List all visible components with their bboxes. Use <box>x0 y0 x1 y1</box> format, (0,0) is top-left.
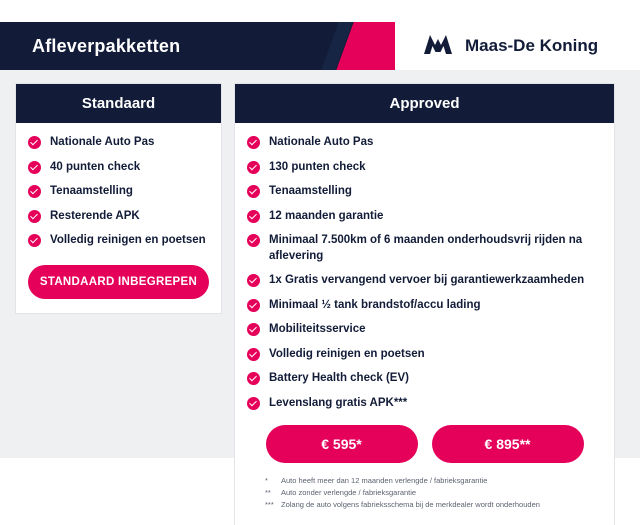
check-icon <box>247 323 260 336</box>
feature-label: Levenslang gratis APK*** <box>269 396 408 409</box>
approved-card-body <box>235 123 614 525</box>
price-button-595[interactable]: € 595* <box>266 425 418 463</box>
list-item <box>247 371 602 387</box>
list-item <box>28 233 209 249</box>
feature-label: Volledig reinigen en poetsen <box>269 347 425 360</box>
brand-block <box>395 22 640 70</box>
feature-label: Nationale Auto Pas <box>50 136 155 148</box>
list-item <box>247 135 602 151</box>
list-item <box>247 273 602 289</box>
check-icon <box>28 234 41 247</box>
feature-label: Minimaal ½ tank brandstof/accu lading <box>269 298 481 311</box>
standard-feature-list <box>28 135 209 249</box>
list-item <box>28 184 209 200</box>
feature-label: Mobiliteitsservice <box>269 323 366 336</box>
feature-label: Tenaamstelling <box>269 185 352 198</box>
approved-card-title: Approved <box>235 84 614 123</box>
feature-label: Battery Health check (EV) <box>269 372 409 385</box>
standard-package-card <box>16 84 221 313</box>
list-item <box>247 209 602 225</box>
check-icon <box>247 348 260 361</box>
list-item <box>28 209 209 225</box>
list-item <box>247 233 602 264</box>
packages-container <box>0 70 640 525</box>
footnote <box>265 475 602 487</box>
footnote-mark: ** <box>265 488 271 498</box>
check-icon <box>247 210 260 223</box>
list-item <box>247 396 602 412</box>
feature-label: 12 maanden garantie <box>269 209 384 222</box>
maas-de-koning-logo-icon <box>423 32 453 61</box>
check-icon <box>247 372 260 385</box>
check-icon <box>28 136 41 149</box>
promo-graphic <box>0 22 640 510</box>
check-icon <box>28 210 41 223</box>
approved-feature-list <box>247 135 602 411</box>
list-item <box>28 135 209 151</box>
page-title: Afleverpakketten <box>32 35 181 56</box>
feature-label: Minimaal 7.500km of 6 maanden onderhoudsvrij rijden na aflevering <box>269 234 583 262</box>
price-button-895[interactable]: € 895** <box>432 425 584 463</box>
list-item <box>247 347 602 363</box>
footnote <box>265 487 602 499</box>
check-icon <box>28 185 41 198</box>
letterbox-top <box>0 0 640 22</box>
approved-package-card <box>235 84 614 525</box>
footnote-text: Zolang de auto volgens fabrieksschema bij de merkdealer wordt onderhouden <box>281 500 540 510</box>
standard-card-body <box>16 123 221 313</box>
check-icon <box>247 161 260 174</box>
feature-label: Tenaamstelling <box>50 185 133 198</box>
feature-label: 40 punten check <box>50 160 141 173</box>
list-item <box>247 298 602 314</box>
check-icon <box>247 234 260 247</box>
header-bar <box>0 22 640 70</box>
footnote <box>265 499 602 511</box>
check-icon <box>247 185 260 198</box>
footnote-mark: *** <box>265 500 274 510</box>
feature-label: Resterende APK <box>50 209 140 222</box>
feature-label: 1x Gratis vervangend vervoer bij garantiewerkzaamheden <box>269 274 585 287</box>
list-item <box>247 184 602 200</box>
feature-label: Nationale Auto Pas <box>269 136 374 148</box>
list-item <box>247 160 602 176</box>
check-icon <box>247 136 260 149</box>
check-icon <box>247 274 260 287</box>
footnotes <box>247 475 602 511</box>
brand-name: Maas-De Koning <box>465 36 599 55</box>
check-icon <box>247 299 260 312</box>
check-icon <box>247 397 260 410</box>
footnote-text: Auto zonder verlengde / fabrieksgarantie <box>281 488 417 498</box>
feature-label: Volledig reinigen en poetsen <box>50 234 206 247</box>
list-item <box>28 160 209 176</box>
footnote-text: Auto heeft meer dan 12 maanden verlengde / fabrieksgarantie <box>281 476 488 486</box>
footnote-mark: * <box>265 476 268 486</box>
standard-included-button[interactable]: STANDAARD INBEGREPEN <box>28 265 209 299</box>
price-row <box>247 425 602 463</box>
check-icon <box>28 161 41 174</box>
feature-label: 130 punten check <box>269 160 366 173</box>
list-item <box>247 322 602 338</box>
standard-card-title: Standaard <box>16 84 221 123</box>
